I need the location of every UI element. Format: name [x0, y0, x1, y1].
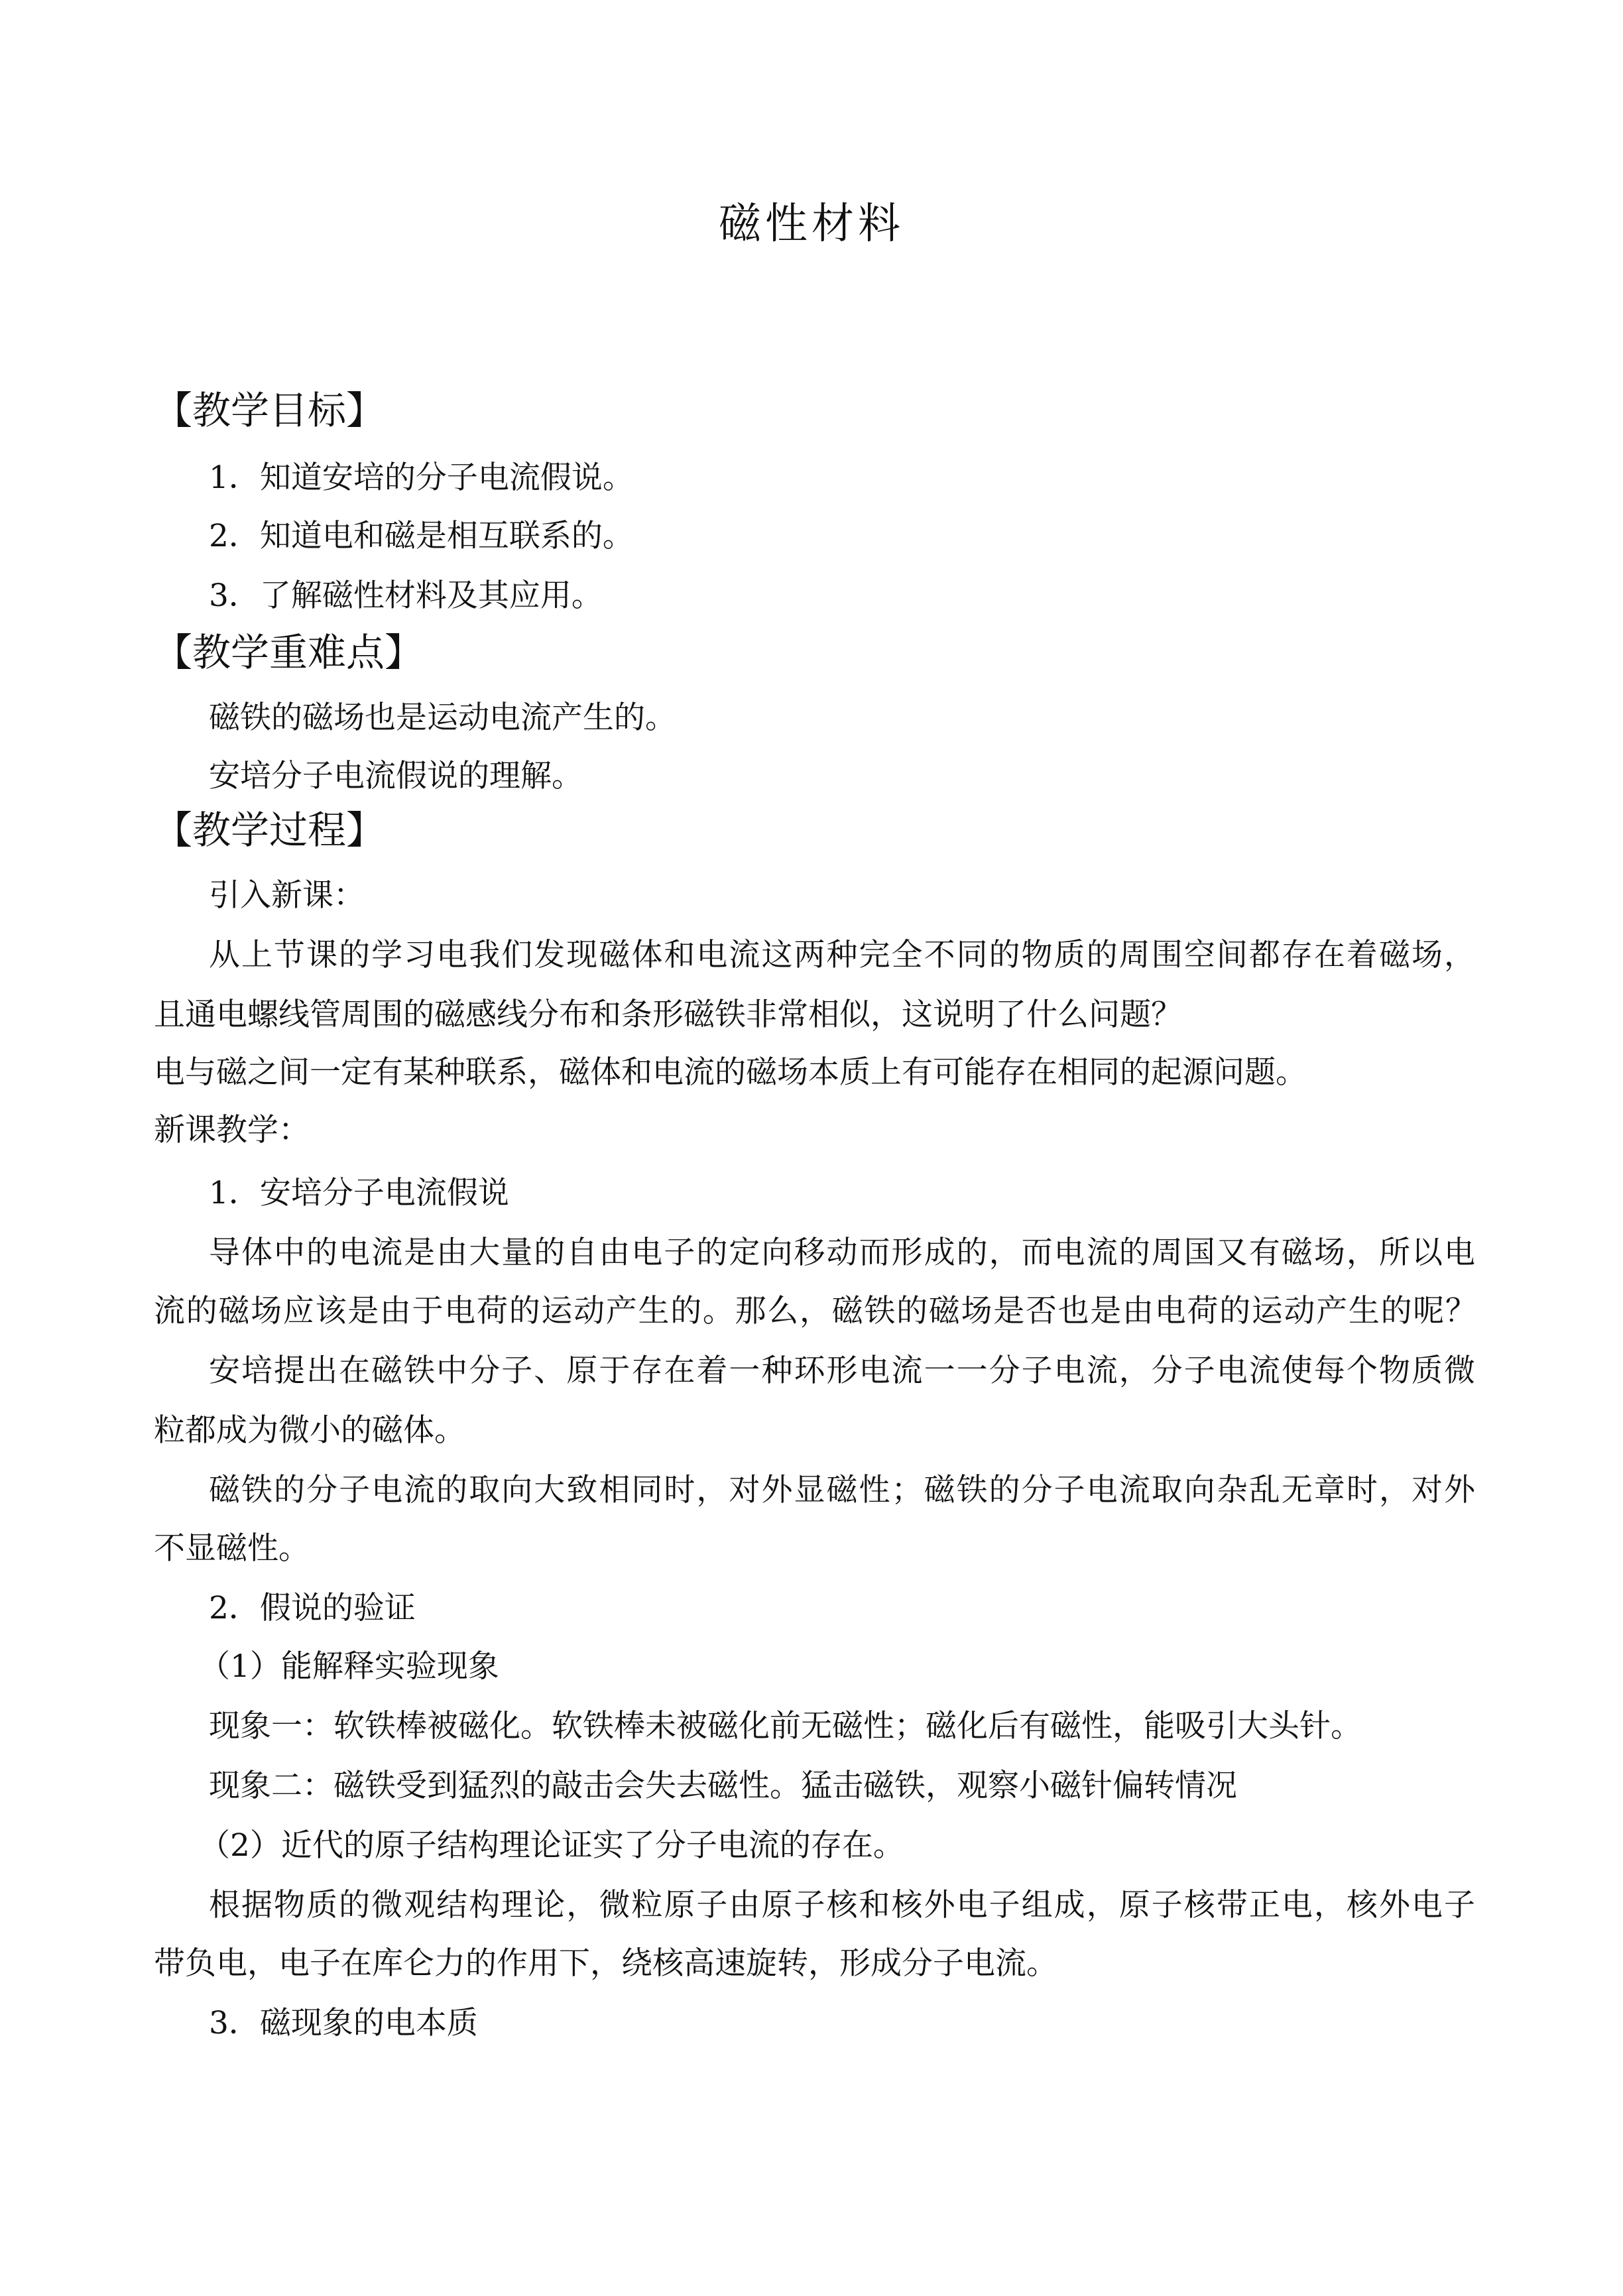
- objective-item: 1．知道安培的分子电流假说。: [209, 459, 634, 496]
- paragraph-line: 不显磁性。: [154, 1530, 310, 1567]
- paragraph-line: 磁铁的分子电流的取向大致相同时，对外显磁性；磁铁的分子电流取向杂乱无章时，对外: [209, 1472, 1475, 1508]
- paragraph-line: 带负电，电子在库仑力的作用下，绕核高速旋转，形成分子电流。: [154, 1945, 1057, 1982]
- new-lesson-label: 新课教学：: [154, 1112, 310, 1148]
- section-heading-process: 【教学过程】: [154, 808, 385, 853]
- key-point-item: 安培分子电流假说的理解。: [209, 758, 583, 794]
- subsection-title: 2．假说的验证: [209, 1590, 416, 1626]
- paragraph-line: 根据物质的微观结构理论，微粒原子由原子核和核外电子组成，原子核带正电，核外电子: [209, 1887, 1475, 1923]
- paragraph-line: 粒都成为微小的磁体。: [154, 1412, 465, 1449]
- phenomenon-line: 现象二：磁铁受到猛烈的敲击会失去磁性。猛击磁铁，观察小磁针偏转情况: [209, 1768, 1237, 1804]
- paragraph-line: 电与磁之间一定有某种联系，磁体和电流的磁场本质上有可能存在相同的起源问题。: [154, 1054, 1307, 1091]
- section-heading-objectives: 【教学目标】: [154, 388, 385, 433]
- section-heading-key-points: 【教学重难点】: [154, 630, 424, 675]
- paragraph-line: 安培提出在磁铁中分子、原于存在着一种环形电流一一分子电流，分子电流使每个物质微: [209, 1353, 1475, 1389]
- paragraph-line: 且通电螺线管周围的磁感线分布和条形磁铁非常相似，这说明了什么问题？: [154, 997, 1182, 1033]
- subsection-title: 1．安培分子电流假说: [209, 1175, 509, 1211]
- paragraph-line: 流的磁场应该是由于电荷的运动产生的。那么，磁铁的磁场是否也是由电荷的运动产生的呢？: [154, 1293, 1476, 1329]
- objective-item: 3．了解磁性材料及其应用。: [209, 577, 603, 614]
- objective-item: 2．知道电和磁是相互联系的。: [209, 518, 634, 554]
- sub-point: （2）近代的原子结构理论证实了分子电流的存在。: [199, 1827, 904, 1864]
- intro-label: 引入新课：: [209, 877, 365, 914]
- subsection-title: 3．磁现象的电本质: [209, 2005, 478, 2041]
- paragraph-line: 从上节课的学习电我们发现磁体和电流这两种完全不同的物质的周围空间都存在着磁场，: [209, 937, 1475, 973]
- sub-point: （1）能解释实验现象: [199, 1648, 499, 1685]
- page-title: 磁性材料: [719, 200, 904, 249]
- phenomenon-line: 现象一：软铁棒被磁化。软铁棒未被磁化前无磁性；磁化后有磁性，能吸引大头针。: [209, 1708, 1362, 1744]
- key-point-item: 磁铁的磁场也是运动电流产生的。: [209, 699, 676, 736]
- paragraph-line: 导体中的电流是由大量的自由电子的定向移动而形成的，而电流的周国又有磁场，所以电: [209, 1235, 1475, 1271]
